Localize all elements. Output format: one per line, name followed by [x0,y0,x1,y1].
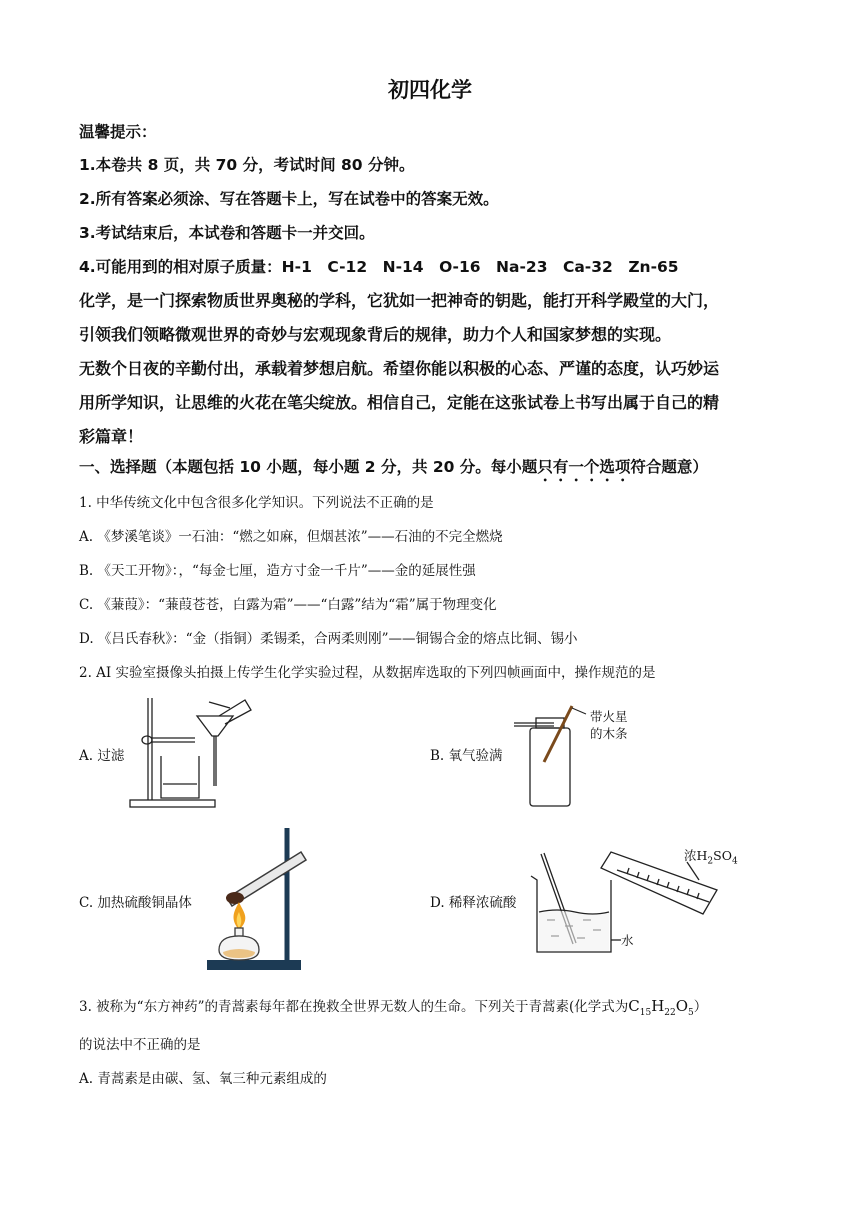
intro-line: 引领我们领略微观世界的奇妙与宏观现象背后的规律，助力个人和国家梦想的实现。 [79,325,672,344]
formula-c: C [628,997,640,1015]
q1-option-b: B. 《天工开物》：，“每金七厘，造方寸金一千片”——金的延展性强 [79,563,476,579]
intro-line: 无数个日夜的辛勤付出，承载着梦想启航。希望你能以积极的心态、严谨的态度，认巧妙运 [79,359,720,378]
q3-option-a: A. 青蒿素是由碳、氢、氧三种元素组成的 [79,1071,327,1087]
water-label: 水 [621,933,634,948]
wooden-stick-label-line1: 带火星 [590,709,628,724]
acid-label-so: SO [713,848,732,863]
intro-line: 化学，是一门探索物质世界奥秘的学科，它犹如一把神奇的钥匙，能打开科学殿堂的大门， [79,291,720,310]
q2-option-c: C. 加热硫酸铜晶体 [79,895,192,911]
q1-stem: 1. 中华传统文化中包含很多化学知识。下列说法不正确的是 [79,495,434,511]
q3-stem-line1 [79,995,707,1018]
section-heading-emphasis: 只有一个选项 [537,458,631,476]
q1-option-a: A. 《梦溪笔谈》一石油：“燃之如麻，但烟甚浓”——石油的不完全燃烧 [79,529,503,545]
formula-h: H [651,997,665,1015]
intro-line: 彩篇章！ [79,427,144,446]
tip-item: 3.考试结束后，本试卷和答题卡一并交回。 [79,224,375,242]
tip-item: 2.所有答案必须涂、写在答题卡上，写在试卷中的答案无效。 [79,190,499,208]
page-title: 初四化学 [388,78,472,102]
wooden-stick-label-line2: 的木条 [590,726,628,741]
q2-option-a: A. 过滤 [79,748,125,764]
formula-o: O [675,997,689,1015]
acid-label-sub1: 2 [707,856,714,867]
q3-formula [628,997,694,1018]
q3-stem-line2: 的说法中不正确的是 [79,1037,201,1053]
tips-heading: 温馨提示： [79,123,157,141]
concentrated-acid-label [684,846,738,867]
q2-option-b: B. 氧气验满 [430,748,503,764]
tip-item: 1.本卷共 8 页，共 70 分，考试时间 80 分钟。 [79,156,415,174]
section-heading-b: 符合题意） [630,458,708,476]
filtration-figure [125,688,255,813]
acid-label-sub2: 4 [731,856,738,867]
section-heading-a: 一、选择题（本题包括 10 小题，每小题 2 分，共 20 分。每小题 [79,458,538,476]
formula-h-count: 22 [664,1008,676,1018]
q1-option-d: D. 《吕氏春秋》：“金（指铜）柔锡柔，合两柔则刚”——铜锡合金的熔点比铜、锡小 [79,631,578,647]
heating-figure [205,826,317,974]
wooden-stick-label [590,708,628,742]
oxygen-test-figure [510,700,590,808]
q2-stem: 2. AI 实验室摄像头拍摄上传学生化学实验过程，从数据库选取的下列四帧画面中，操作规范的是 [79,665,656,681]
intro-line: 用所学知识，让思维的火花在笔尖绽放。相信自己，定能在这张试卷上书写出属于自己的精 [79,393,720,412]
acid-label-h: 浓H [684,848,708,863]
tip-item: 4.可能用到的相对原子质量：H-1 C-12 N-14 O-16 Na-23 Ca-32 Zn-65 [79,258,679,276]
q2-option-d: D. 稀释浓硫酸 [430,895,517,911]
q3-stem-end: ） [693,999,708,1015]
formula-c-count: 15 [639,1008,652,1018]
q1-option-c: C. 《蒹葭》：“蒹葭苍苍，白露为霜”——“白露”结为“霜”属于物理变化 [79,597,497,613]
formula-o-count: 5 [688,1008,694,1018]
q3-stem-text: 3. 被称为“东方神药”的青蒿素每年都在挽救全世界无数人的生命。下列关于青蒿素(化学式为 [79,999,629,1015]
section-heading [79,455,708,485]
